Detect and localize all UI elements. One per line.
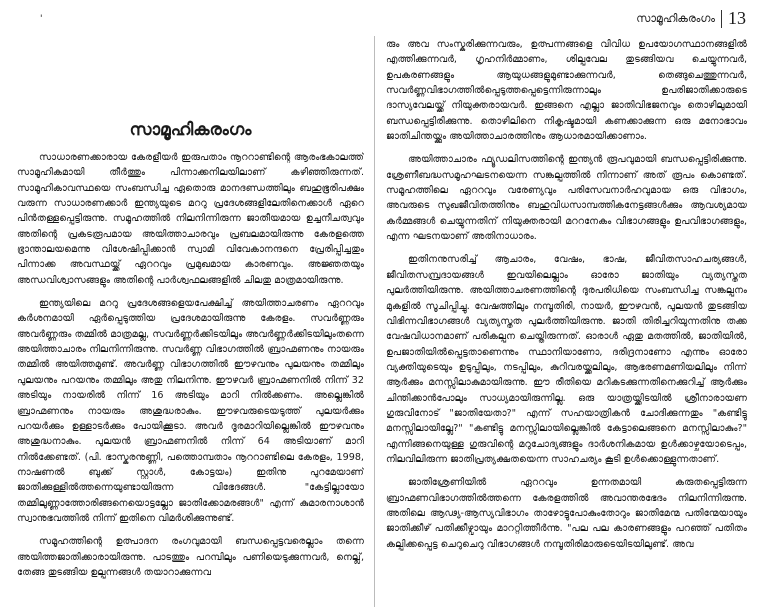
running-header-title: സാമൂഹികരംഗം	[636, 11, 715, 25]
corner-mark: '	[40, 14, 43, 24]
left-column	[17, 0, 364, 607]
right-column	[386, 0, 747, 607]
page-number: 13	[728, 8, 746, 28]
paragraph: അയിത്താചാരം ഫ്യൂഡലിസത്തിന്റെ ഇന്ത്യൻ രൂപവുമായി ബന്ധപ്പെട്ടിരിക്കുന്നു. ശ്രേണീബദ്ധസമൂഹഘടനയെന്ന സങ്കല്പത്തിൽ നിന്നാണ് അത് രൂപം കൊണ്ടത്. സമൂഹത്തിലെ ഏററവും വരേണ്യവും പരിസേവനാർഹവുമായ ഒരു വിഭാഗം, അവരുടെ സുഖജീവിതത്തിനും ബഹുവിധസാമ്പത്തികനേട്ടങ്ങൾക്കും ആവശ്യമായ കർമ്മങ്ങൾ ചെയ്യുന്നതിന് നിയുക്തരായി മററനേകം വിഭാഗങ്ങളും ഉപവിഭാഗങ്ങളും, എന്ന ഘടനയാണ് അതിനാധാരം.	[386, 154, 747, 243]
paragraph: ഇന്ത്യയിലെ മററു പ്രദേശങ്ങളെയപേക്ഷിച്ച് അയിത്താചരണം ഏററവും കർശനമായി ഏർപ്പെടുത്തിയ പ്രദേശമായിരുന്നു കേരളം. സവർണ്ണരും അവർണ്ണരും തമ്മിൽ മാത്രമല്ല, സവർണ്ണർക്കിടയിലും അവർണ്ണർക്കിടയിലുംതന്നെ അയിത്താചാരം നിലനിന്നിരുന്നു. സവർണ്ണ വിഭാഗത്തിൽ ബ്രാഹ്മണനും നായരും തമ്മിൽ അയിത്തമുണ്ട്. അവർണ്ണ വിഭാഗത്തിൽ ഈഴവനും പുലയനും തമ്മിലും പുലയനും പറയനും തമ്മിലും അതു നിലനിന്നു. ഈഴവർ ബ്രാഹ്മണനിൽ നിന്ന് 32 അടിയും നായരിൽ നിന്ന് 16 അടിയും മാറി നിൽക്കണം. അല്ലെങ്കിൽ ബ്രാഹ്മണനും നായരും അശുദ്ധരാകും. ഈഴവരുടെയടുത്ത് പുലയർക്കും പറയർക്കും ഉള്ളാടർക്കും പോയിക്കൂടാ. അവർ ദൂരമാറിയില്ലെങ്കിൽ ഈഴവനും അശുദ്ധനാകും. പുലയൻ ബ്രാഹ്മണനിൽ നിന്ന് 64 അടിയാണ് മാറി നിൽക്കേണ്ടത്. (പി. ഭാസ്കരനുണ്ണി, പത്തൊമ്പതാം നൂററാണ്ടിലെ കേരളം, 1998, നാഷണൽ ബുക്ക് സ്റ്റാൾ, കോട്ടയം) ഇതിനു പുറമേയാണ് ജാതിക്കുള്ളിൽത്തന്നെയുണ്ടായിരുന്ന വിഭേദങ്ങൾ. "കേട്ടില്ലായോ തമ്മിലുണ്ണാത്തോരിങ്ങനെയൊട്ടല്ലോ ജാതിക്കോമരങ്ങൾ" എന്ന് കുമാരനാശാൻ സ്വാനുഭവത്തിൽ നിന്ന് ഇതിനെ വിമർശിക്കുന്നുണ്ട്.	[17, 298, 364, 524]
paragraph: രും അവ സംസ്കരിക്കുന്നവരും, ഉത്പന്നങ്ങളെ വിവിധ ഉപയോഗസ്ഥാനങ്ങളിൽ എത്തിക്കുന്നവർ, ഗൃഹനിർമ്മാണം, ശില്പവേല തുടങ്ങിയവ ചെയ്യുന്നവർ, ഉപകരണങ്ങളും ആയുധങ്ങളുമുണ്ടാക്കുന്നവർ, തെങ്ങുചെത്തുന്നവർ, സവർണ്ണവിഭാഗത്തിൽപ്പെടുത്തപ്പെട്ടെന്നിരുന്നാലും ഉപരിജാതിക്കാരുടെ ദാസ്യവേലയ്ക്ക് നിയുക്തരായവർ. ഇങ്ങനെ എല്ലാ ജാതിവിഭജനവും തൊഴിലുമായി ബന്ധപ്പെട്ടിരിക്കുന്നു. തൊഴിലിനെ നികൃഷ്ടമായി കണക്കാക്കുന്ന ഒരു മനോഭാവം ജാതിചിന്തയ്ക്കും അയിത്താചാരത്തിനും ആധാരമായിക്കാണാം.	[386, 39, 747, 143]
paragraph: ജാതിശ്രേണിയിൽ ഏററവും ഉന്നതമായി കരുതപ്പെട്ടിരുന്ന ബ്രാഹ്മണവിഭാഗത്തിൽത്തന്നെ കേരളത്തിൽ അവാന്തരഭേദം നിലനിന്നിരുന്നു. അതിലെ ആഢ്യ-ആസ്യവിഭാഗം താഴോട്ടുപോകുംതോറും ജാതിമേന്മ പതിന്മേയായും ജാതിക്കീഴ് പതിക്കീഴ്വായും മാററ്റിത്തീർന്നു. "പല പല കാരണങ്ങളും പറഞ്ഞ് പതിതം കല്പിക്കപ്പെട്ട ചെറുചെറു വിഭാഗങ്ങൾ നമ്പൂതിരിമാരുടെയിടയിലുണ്ട്. അവ	[386, 477, 747, 550]
paragraph: ഇതിനനുസരിച്ച് ആചാരം, വേഷം, ഭാഷ, ജീവിതസാഹചര്യങ്ങൾ, ജീവിതസമ്പ്രദായങ്ങൾ ഇവയിലെല്ലാം ഓരോ ജാതിയും വ്യത്യസ്തത പുലർത്തിയിരുന്നു. അയിത്താചരണത്തിന്റെ ദുരപരിധിയെ സംബന്ധിച്ച സങ്കല്പനം മുകളിൽ സൂചിപ്പിച്ചു. വേഷത്തിലും നമ്പൂതിരി, നായർ, ഈഴവൻ, പുലയൻ തുടങ്ങിയ വിഭിന്നവിഭാഗങ്ങൾ വ്യത്യസ്തത പുലർത്തിയിരുന്നു. ജാതി തിരിച്ചറിയുന്നതിനു തക്ക വേഷവിധാനമാണ് പരികല്പന ചെയ്തിരുന്നത്. ഓരാൾ ഏതു മതത്തിൽ, ജാതിയിൽ, ഉപജാതിയിൽപ്പെട്ടതാണെന്നും സ്ഥാനിയാണോ, ദരിദ്രനാണോ എന്നും ഓരോ വ്യക്തിയുടെയും ഉടുപ്പിലും, നടപ്പിലും, കുറിവരയ്ക്കലിലും, ആഭരണമണിയലിലും നിന്ന് ആർക്കും മനസ്സിലാകുമായിരുന്നു. ഈ രീതിയെ മറികടക്കുന്നതിനെക്കുറിച്ച് ആർക്കും ചിന്തിക്കാൻപോലും സാധ്യമായിരുന്നില്ല. ഒരു യാത്രയ്ക്കിടയിൽ ശ്രീനാരായണ ഗുരുവിനോട് "ജാതിയേതാ?" എന്ന് സഹയാത്രികൻ ചോദിക്കുന്നതും "കണ്ടിട്ടു മനസ്സിലായില്ലേ?" "കണ്ടിട്ടു മനസ്സിലായില്ലെങ്കിൽ കേട്ടാലെങ്ങനെ മനസ്സിലാകും?" എന്നിങ്ങനെയുള്ള ഗുരുവിന്റെ മറുചോദ്യങ്ങളും ദാർശനികമായ ഉൾക്കാഴ്ചയോടെപ്പം, നിലവിലിരുന്ന ജാതിപ്രത്യക്ഷതയെന്ന സാഹചര്യം കൂടി ഉൾക്കൊള്ളുന്നതാണ്.	[386, 254, 747, 465]
paragraph: സമൂഹത്തിന്റെ ഉത്പാദന രംഗവുമായി ബന്ധപ്പെട്ടവരെല്ലാം തന്നെ അയിത്തജാതിക്കാരായിരുന്നു. പാടത്തും പറമ്പിലും പണിയെടുക്കുന്നവർ, നെല്ല്, തേങ്ങ തുടങ്ങിയ ഉല്പന്നങ്ങൾ തയാറാക്കുന്നവ	[17, 536, 364, 578]
article-title: സാമൂഹികരംഗം	[129, 120, 252, 140]
paragraph: സാധാരണക്കാരായ കേരളീയർ ഇരുപതാം നൂററാണ്ടിന്റെ ആരംഭകാലത്ത് സാമൂഹികമായി തീർത്തും പിന്നാക്കനിലയിലാണ് കഴിഞ്ഞിരുന്നത്. സാമൂഹികാവസ്ഥയെ സംബന്ധിച്ച ഏതൊരു മാനദണ്ഡത്തിലും ബഹുഭൂരിപക്ഷം വരുന്ന സാധാരണക്കാർ ഇന്ത്യയുടെ മററു പ്രദേശങ്ങളിലേതിനെക്കാൾ ഏറെ പിൻതള്ളപ്പെട്ടിരുന്നു. സമൂഹത്തിൽ നിലനിന്നിരുന്ന ജാതീയമായ ഉച്ചനീചത്വവും അതിന്റെ പ്രകടരൂപമായ അയിത്താചാരവും പ്രബലമായിരുന്നു കേരളത്തെ ഭ്രാന്താലയമെന്നു വിശേഷിപ്പിക്കാൻ സ്വാമി വിവേകാനന്ദനെ പ്രേരിപ്പിച്ചതും പിന്നാക്ക അവസ്ഥയ്ക്ക് ഏററവും പ്രമുഖമായ കാരണവും. അജ്ഞതയും അന്ധവിശ്വാസങ്ങളും അതിന്റെ പാർശ്വഫലങ്ങളിൽ ചിലതു മാത്രമായിരുന്നു.	[17, 152, 364, 286]
column-divider	[374, 36, 375, 607]
